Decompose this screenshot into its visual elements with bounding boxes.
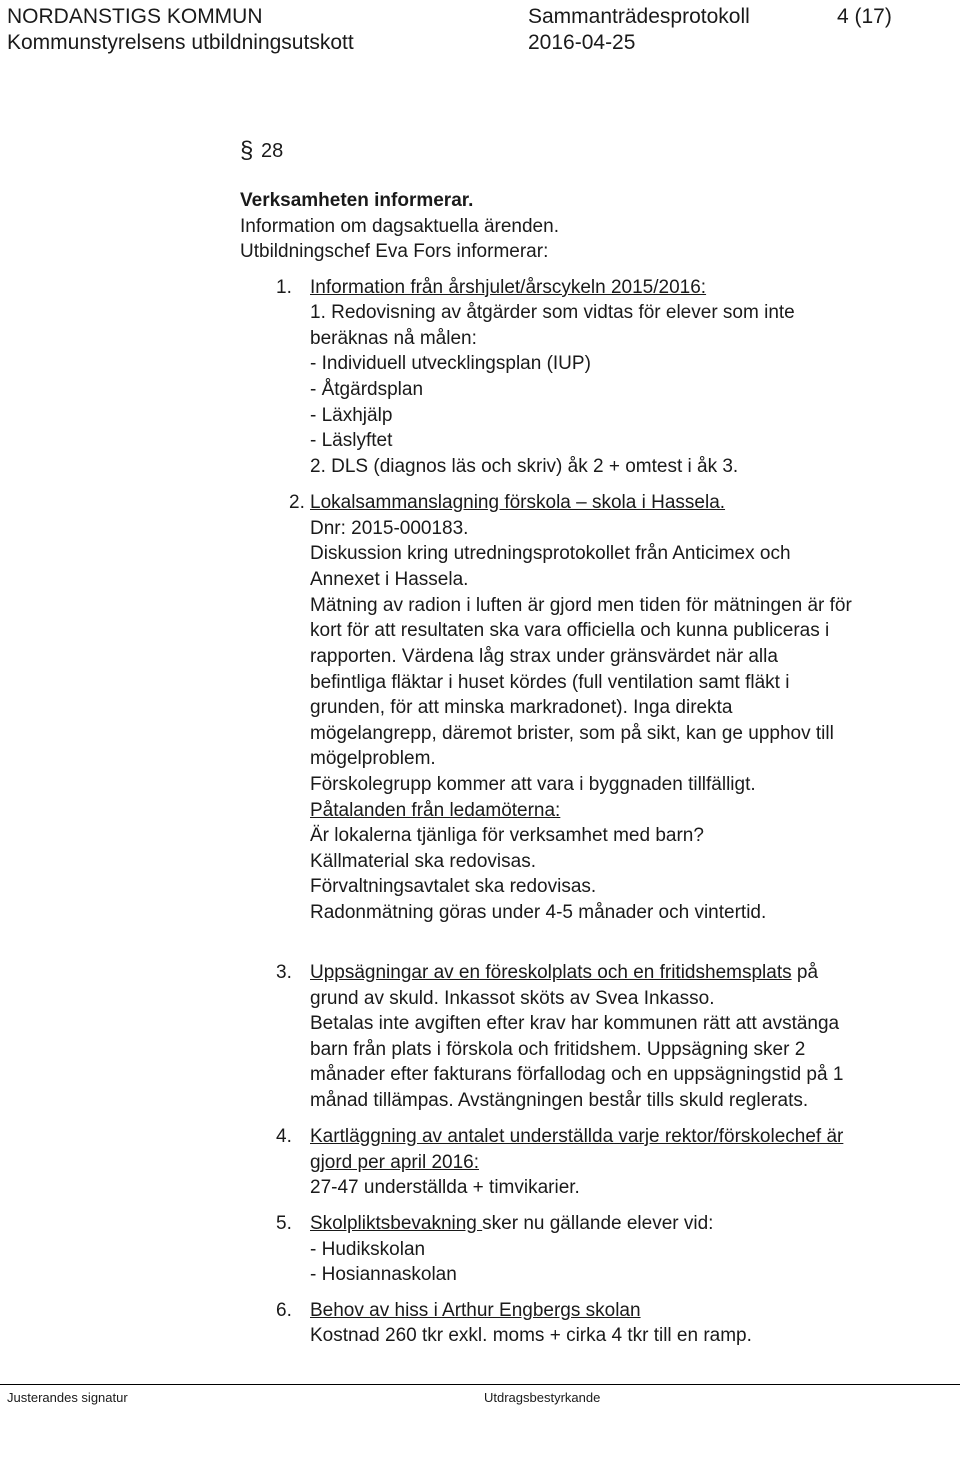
- item-title: Lokalsammanslagning förskola – skola i Hassela.: [310, 492, 726, 513]
- remark-line: Radonmätning göras under 4-5 månader och vintertid.: [310, 902, 767, 923]
- remark-line: Förvaltningsavtalet ska redovisas.: [310, 876, 597, 897]
- item-text-line: kort för att resultaten ska vara officiella och kunna publiceras i: [310, 620, 830, 641]
- remark-line: Källmaterial ska redovisas.: [310, 851, 536, 872]
- footer-rule: [0, 1384, 960, 1385]
- item-text-line: - Läslyftet: [310, 430, 393, 451]
- item-text-line: mögelangrepp, däremot brister, som på sikt, kan ge upphov till: [310, 723, 834, 744]
- item-text-line: - Hosiannaskolan: [310, 1264, 457, 1285]
- item-text-line: månader efter fakturans förfallodag och en uppsägningstid på 1: [310, 1064, 844, 1085]
- item-text-line: beräknas nå målen:: [310, 328, 477, 349]
- item-text-line: - Åtgärdsplan: [310, 379, 424, 400]
- item-text-line: barn från plats i förskola och fritidshem. Uppsägning sker 2: [310, 1039, 806, 1060]
- section-intro-line: Utbildningschef Eva Fors informerar:: [240, 241, 549, 262]
- excerpt-label: Utdragsbestyrkande: [484, 1390, 601, 1405]
- org-name: NORDANSTIGS KOMMUN: [7, 5, 263, 28]
- item-text-line: 1. Redovisning av åtgärder som vidtas för elever som inte: [310, 302, 795, 323]
- item-number: 2.: [289, 492, 305, 513]
- item-text-line: mögelproblem.: [310, 748, 436, 769]
- section-title: Verksamheten informerar.: [240, 190, 474, 211]
- item-text-line: Mätning av radion i luften är gjord men tiden för mätningen är för: [310, 595, 852, 616]
- item-text-line: Betalas inte avgiften efter krav har kommunen rätt att avstänga: [310, 1013, 840, 1034]
- item-title: Skolpliktsbevakning: [310, 1213, 483, 1234]
- remark-line: Är lokalerna tjänliga för verksamhet med barn?: [310, 825, 704, 846]
- item-title-continued: gjord per april 2016:: [310, 1152, 479, 1173]
- item-title-line: [310, 960, 818, 986]
- item-title-tail: på: [791, 962, 819, 983]
- document-type: Sammanträdesprotokoll: [528, 5, 750, 28]
- item-text-line: - Individuell utvecklingsplan (IUP): [310, 353, 591, 374]
- page-number: 4 (17): [837, 5, 892, 28]
- item-title-tail: sker nu gällande elever vid:: [482, 1213, 714, 1234]
- committee-name: Kommunstyrelsens utbildningsutskott: [7, 31, 354, 54]
- item-number: 5.: [276, 1213, 292, 1234]
- paragraph-symbol: §: [240, 137, 254, 164]
- item-text-line: rapporten. Värdena låg strax under gränsvärdet när alla: [310, 646, 778, 667]
- meeting-date: 2016-04-25: [528, 31, 636, 54]
- item-text-line: 27-47 underställda + timvikarier.: [310, 1177, 580, 1198]
- item-text-line: Annexet i Hassela.: [310, 569, 469, 590]
- section-number: 28: [261, 140, 284, 162]
- remarks-heading: Påtalanden från ledamöterna:: [310, 800, 561, 821]
- item-text-line: Förskolegrupp kommer att vara i byggnaden tillfälligt.: [310, 774, 756, 795]
- item-text-line: grunden, för att minska markradonet). Inga direkta: [310, 697, 733, 718]
- item-title: Behov av hiss i Arthur Engbergs skolan: [310, 1300, 641, 1321]
- item-text-line: befintliga fläktar i huset kördes (full ventilation samt fläkt i: [310, 672, 790, 693]
- item-number: 3.: [276, 962, 292, 983]
- item-text-line: Kostnad 260 tkr exkl. moms + cirka 4 tkr till en ramp.: [310, 1325, 752, 1346]
- item-text-line: 2. DLS (diagnos läs och skriv) åk 2 + omtest i åk 3.: [310, 456, 739, 477]
- item-title: Information från årshjulet/årscykeln 2015/2016:: [310, 277, 707, 298]
- item-number: 1.: [276, 277, 292, 298]
- item-number: 4.: [276, 1126, 292, 1147]
- section-intro-line: Information om dagsaktuella ärenden.: [240, 216, 559, 237]
- item-text-line: grund av skuld. Inkassot sköts av Svea Inkasso.: [310, 988, 715, 1009]
- item-text-line: Dnr: 2015-000183.: [310, 518, 469, 539]
- item-text-line: - Läxhjälp: [310, 405, 393, 426]
- item-title: Kartläggning av antalet underställda varje rektor/förskolechef är: [310, 1126, 844, 1147]
- item-text-line: Diskussion kring utredningsprotokollet från Anticimex och: [310, 543, 791, 564]
- item-text-line: - Hudikskolan: [310, 1239, 426, 1260]
- item-title: Uppsägningar av en föreskolplats och en fritidshemsplats: [310, 962, 792, 983]
- item-number: 6.: [276, 1300, 292, 1321]
- item-text-line: månad tillämpas. Avstängningen består tills skuld reglerats.: [310, 1090, 809, 1111]
- item-title-line: [310, 1211, 713, 1237]
- signature-label: Justerandes signatur: [7, 1390, 128, 1405]
